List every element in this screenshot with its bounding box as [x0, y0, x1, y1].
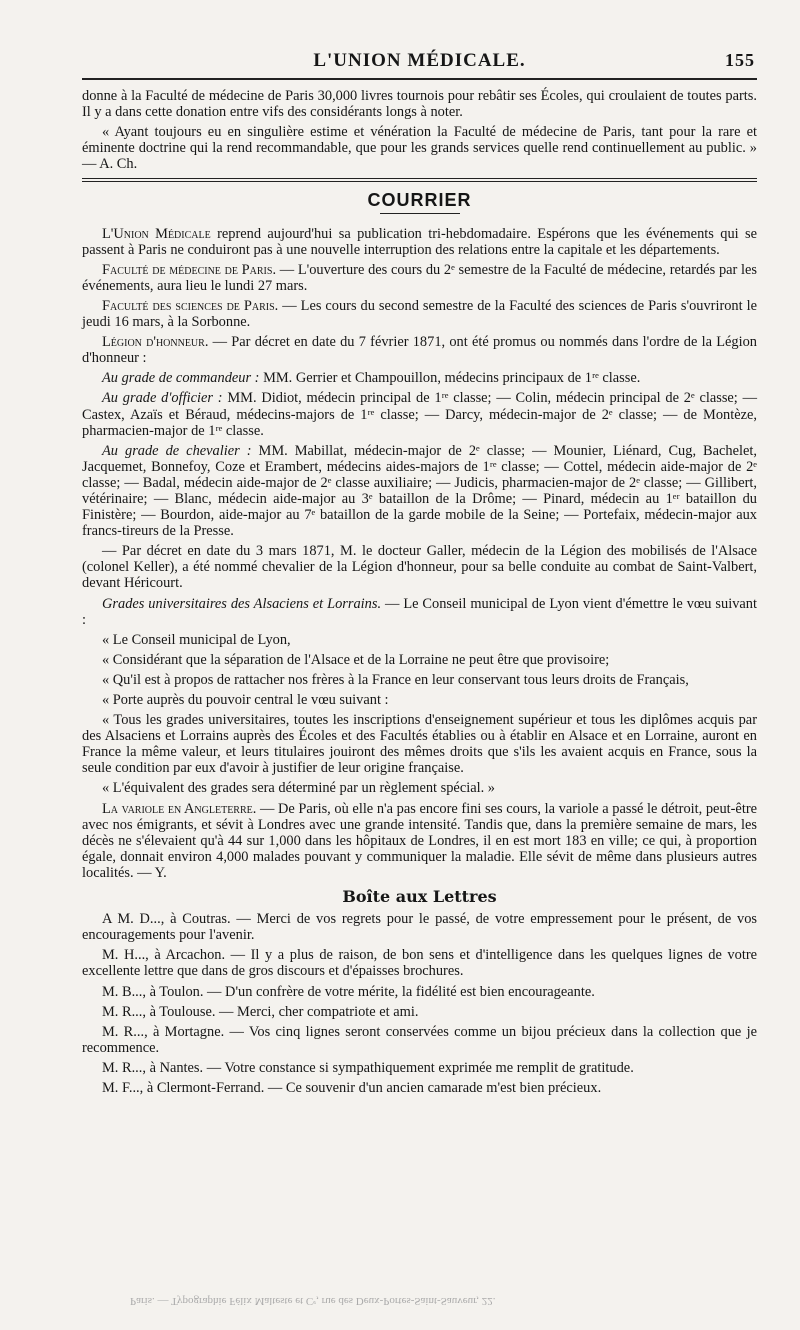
news-item-lead: Grades universitaires des Alsaciens et Lorrains. — [102, 595, 382, 612]
news-item-lead: Faculté de médecine de Paris. — [102, 261, 277, 278]
news-item-lead: La variole en Angleterre. — [102, 800, 257, 817]
quote-line: « Considérant que la séparation de l'Alsace et de la Lorraine ne peut être que provisoire; — [102, 651, 610, 668]
intro-quote: « Ayant toujours eu en singulière estime et vénération la Faculté de médecine de Paris, tant pour la rare et éminente doctrine qui la rend recommandable, que pour les grands services quelle rend continuellement au public. » — A. Ch. — [82, 124, 757, 173]
quote-line: « L'équivalent des grades sera déterminé par un règlement spécial. » — [102, 780, 495, 797]
intro-paragraph: donne à la Faculté de médecine de Paris 30,000 livres tournois pour rebâtir ses Écoles, qui croulaient de toutes parts. Il y a dans cette donation entre vifs des considérants longs à noter. — [82, 88, 757, 121]
quote-line: « Tous les grades universitaires, toutes les inscriptions d'enseignement supérieur et tous les diplômes acquis par des Alsaciens et Lorrains auprès des Écoles et des Facultés établies ou à établir en Alsace et en Lorraine, auront en France la même valeur, et leurs titulaires jouiront des mêmes droits que s'ils les avaient acquis en France, sous la seule condition par eux d'avoir à justifier de leur origine française. — [82, 712, 757, 777]
news-item — [82, 262, 757, 294]
news-item-lead: Au grade de chevalier : — [102, 442, 252, 459]
news-item-text: — Le Conseil municipal de Lyon vient d'émettre le vœu suivant : — [82, 595, 757, 628]
printer-footer-bleedthrough: Paris. — Typographie Félix Malteste et Cᵉ, rue des Deux-Portes-Saint-Sauveur, 22. — [130, 1295, 496, 1307]
news-item — [82, 443, 757, 540]
letter-reply: A M. D..., à Coutras. — Merci de vos regrets pour le passé, de votre empressement pour le présent, de vos encouragements pour l'avenir. — [82, 911, 757, 944]
news-item-lead: Faculté des sciences de Paris. — [102, 297, 279, 314]
news-item — [82, 226, 757, 258]
news-item-text: — Les cours du second semestre de la Faculté des sciences de Paris s'ouvriront le jeudi 16 mars, à la Sorbonne. — [82, 297, 757, 331]
quote-line: « Porte auprès du pouvoir central le vœu suivant : — [102, 692, 389, 708]
news-item — [82, 334, 757, 366]
page-header — [82, 44, 757, 80]
news-item-lead: Légion d'honneur. — [102, 334, 209, 351]
section-title-boite-aux-lettres: Boîte aux Lettres — [342, 887, 497, 907]
news-item — [82, 298, 757, 330]
letter-reply: M. F..., à Clermont-Ferrand. — Ce souvenir d'un ancien camarade m'est bien précieux. — [102, 1079, 602, 1096]
page-content — [82, 44, 757, 1100]
news-item-text: MM. Gerrier et Champouillon, médecins principaux de 1ʳᵉ classe. — [259, 370, 641, 387]
news-item-lead: Au grade d'officier : — [102, 390, 223, 407]
news-item — [82, 370, 757, 386]
quote-line: « Qu'il est à propos de rattacher nos frères à la France en leur conservant tous leurs droits de Français, — [102, 671, 689, 688]
quote-line: « Le Conseil municipal de Lyon, — [102, 631, 291, 648]
news-item — [82, 596, 757, 628]
title-underline — [380, 213, 460, 214]
article-body — [82, 88, 757, 1096]
section-title-courrier: COURRIER — [367, 190, 472, 211]
page-number: 155 — [725, 50, 755, 70]
news-item-text: MM. Mabillat, médecin-major de 2ᵉ classe; — Mounier, Liénard, Cug, Bachelet, Jacquemet, Bonnefoy, Coze et Erambert, médecins aides-majors de 1ʳᵉ classe; — Cottel, médecin aide-major de 2ᵉ classe; — Badal, médecin aide-major de 2ᵉ classe auxiliaire; — Judicis, pharmacien-major de 2ᵉ classe; — Gillibert, vétérinaire; — Blanc, médecin aide-major au 3ᵉ bataillon de la Drôme; — Pinard, médecin au 1ᵉʳ bataillon du Finistère; — Bourdon, aide-major au 7ᵉ bataillon de la garde mobile de la Seine; — Portefaix, médecin-major aux francs-tireurs de la Presse. — [82, 442, 757, 540]
journal-title: L'UNION MÉDICALE. — [313, 50, 526, 71]
letter-reply: M. B..., à Toulon. — D'un confrère de votre mérite, la fidélité est bien encourageante. — [102, 983, 595, 1000]
news-item-text: reprend aujourd'hui sa publication tri-hebdomadaire. Espérons que les événements qui se passent à Paris ne conduiront pas à une nouvelle interruption des relations entre la capitale et les départements. — [82, 225, 757, 258]
letter-reply: M. R..., à Mortagne. — Vos cinq lignes seront conservées comme un bijou précieux dans la collection que je recommence. — [82, 1023, 757, 1056]
letter-reply: M. H..., à Arcachon. — Il y a plus de raison, de bon sens et d'intelligence dans les quelques lignes de votre excellente lettre que dans de gros discours et d'épaisses brochures. — [82, 947, 757, 980]
section-divider — [82, 178, 757, 182]
news-item-text: — Par décret en date du 7 février 1871, ont été promus ou nommés dans l'ordre de la Légion d'honneur : — [82, 334, 757, 367]
letter-reply: M. R..., à Toulouse. — Merci, cher compatriote et ami. — [102, 1003, 419, 1020]
news-item-text: — De Paris, où elle n'a pas encore fini ses cours, la variole a passé le détroit, peut-être avec nos émigrants, et sévit à Londres avec une grande intensité. Tandis que, dans la première semaine de mars, les décès ne s'élevaient qu'à 44 sur 1,000 dans les hôpitaux de Londres, il en est mort 183 en ville; ce qui, à proportion égale, donnait environ 4,000 malades pouvant y communiquer la maladie. Elle sévit de même dans plusieurs autres localités. — Y. — [82, 800, 757, 881]
news-item — [82, 390, 757, 438]
news-item-text: — L'ouverture des cours du 2ᵉ semestre de la Faculté de médecine, retardés par les événements, aura lieu le lundi 27 mars. — [82, 261, 758, 294]
news-item — [82, 801, 757, 881]
news-item-lead: L'Union Médicale — [102, 225, 211, 242]
news-item-text: MM. Didiot, médecin principal de 1ʳᵉ classe; — Colin, médecin principal de 2ᵉ classe; — Castex, Azaïs et Béraud, médecins-majors de 1ʳᵉ classe; — Darcy, médecin-major de 2ᵉ classe; — de Montèze, pharmacien-major de 1ʳᵉ classe. — [82, 390, 757, 439]
news-item: — Par décret en date du 3 mars 1871, M. le docteur Galler, médecin de la Légion des mobilisés de l'Alsace (colonel Keller), a été nommé chevalier de la Légion d'honneur, pour sa belle conduite au combat de Saint-Valbert, devant Héricourt. — [82, 543, 757, 592]
news-item-lead: Au grade de commandeur : — [102, 370, 260, 387]
letter-reply: M. R..., à Nantes. — Votre constance si sympathiquement exprimée me remplit de gratitude. — [102, 1059, 634, 1076]
